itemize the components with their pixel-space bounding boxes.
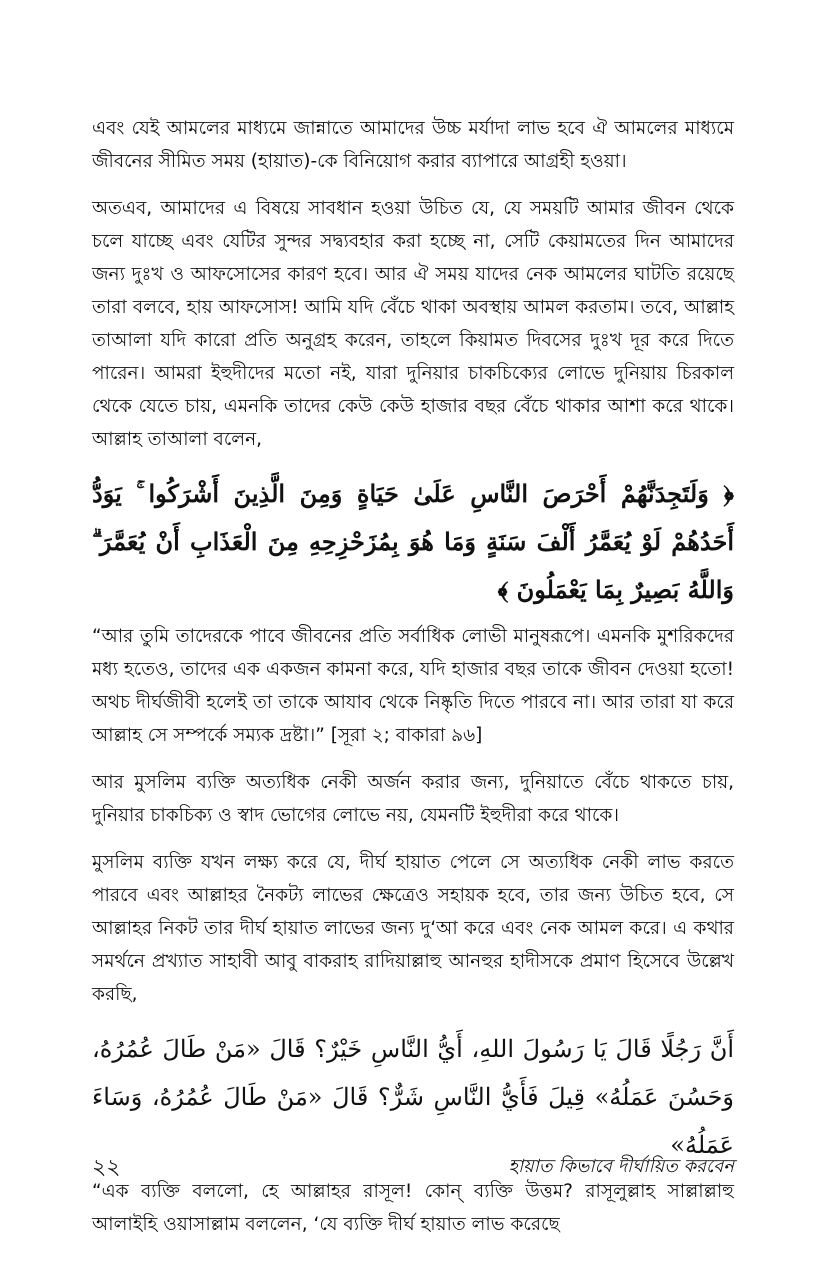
page-footer <box>92 1150 734 1190</box>
paragraph-5: মুসলিম ব্যক্তি যখন লক্ষ্য করে যে, দীর্ঘ হায়াত পেলে সে অত্যধিক নেকী লাভ করতে পারবে এবং আল্লাহর নৈকট্য লাভের ক্ষেত্রেও সহায়ক হবে, তার জন্য উচিত হবে, সে আল্লাহর নিকট তার দীর্ঘ হায়াত লাভের জন্য দু‘আ করে এবং নেক আমল করে। এ কথার সমর্থনে প্রখ্যাত সাহাবী আবু বাকরাহ রাদিয়াল্লাহু আনহুর হাদীসকে প্রমাণ হিসেবে উল্লেখ করছি, <box>92 852 734 1005</box>
paragraph-2: অতএব, আমাদের এ বিষয়ে সাবধান হওয়া উচিত যে, যে সময়টি আমার জীবন থেকে চলে যাচ্ছে এবং যেটির সুন্দর সদ্ব্যবহার করা হচ্ছে না, সেটি কেয়ামতের দিন আমাদের জন্য দুঃখ ও আফসোসের কারণ হবে। আর ঐ সময় যাদের নেক আমলের ঘাটতি রয়েছে তারা বলবে, হায় আফসোস! আমি যদি বেঁচে থাকা অবস্থায় আমল করতাম। তবে, আল্লাহ তাআলা যদি কারো প্রতি অনুগ্রহ করেন, তাহলে কিয়ামত দিবসের দুঃখ দূর করে দিতে পারেন। আমরা ইহুদীদের মতো নই, যারা দুনিয়ার চাকচিক্যের লোভে দুনিয়ায় চিরকাল থেকে যেতে চায়, এমনকি তাদের কেউ কেউ হাজার বছর বেঁচে থাকার আশা করে থাকে। আল্লাহ তাআলা বলেন, <box>92 198 734 450</box>
running-title: হায়াত কিভাবে দীর্ঘায়িত করবেন <box>508 1156 734 1177</box>
quran-verse-translation: “আর তুমি তাদেরকে পাবে জীবনের প্রতি সর্বাধিক লোভী মানুষরূপে। এমনকি মুশরিকদের মধ্য হতেও, তাদের এক একজন কামনা করে, যদি হাজার বছর তাকে জীবন দেওয়া হতো! অথচ দীর্ঘজীবী হলেই তা তাকে আযাব থেকে নিষ্কৃতি দিতে পারবে না। আর তারা যা করে আল্লাহ সে সম্পর্কে সম্যক দ্রষ্টা।” [সূরা ২; বাকারা ৯৬] <box>92 626 734 746</box>
paragraph-1: এবং যেই আমলের মাধ্যমে জান্নাতে আমাদের উচ্চ মর্যাদা লাভ হবে ঐ আমলের মাধ্যমে জীবনের সীমিত সময় (হায়াত)-কে বিনিয়োগ করার ব্যাপারে আগ্রহী হওয়া। <box>92 118 734 172</box>
hadith-translation: “এক ব্যক্তি বললো, হে আল্লাহর রাসূল! কোন্ ব্যক্তি উত্তম? রাসূলুল্লাহ সাল্লাল্লাহু আলাইহি ওয়াসাল্লাম বললেন, ‘যে ব্যক্তি দীর্ঘ হায়াত লাভ করেছে <box>92 1181 734 1235</box>
hadith-arabic: أَنَّ رَجُلًا قَالَ يَا رَسُولَ اللهِ، أَيُّ النَّاسِ خَيْرٌ؟ قَالَ «مَنْ طَالَ عُمُرُهُ، وَحَسُنَ عَمَلُهُ» قِيلَ فَأَيُّ النَّاسِ شَرٌّ؟ قَالَ «مَنْ طَالَ عُمُرُهُ، وَسَاءَ عَمَلُهُ» <box>92 1035 734 1159</box>
paragraph-4: আর মুসলিম ব্যক্তি অত্যধিক নেকী অর্জন করার জন্য, দুনিয়াতে বেঁচে থাকতে চায়, দুনিয়ার চাকচিক্য ও স্বাদ ভোগের লোভে নয়, যেমনটি ইহুদীরা করে থাকে। <box>92 772 734 826</box>
quran-verse-arabic: ﴿ وَلَتَجِدَنَّهُمْ أَحْرَصَ النَّاسِ عَلَىٰ حَيَاةٍ وَمِنَ الَّذِينَ أَشْرَكُوا ۚ يَوَدُّ أَحَدُهُمْ لَوْ يُعَمَّرُ أَلْفَ سَنَةٍ وَمَا هُوَ بِمُزَحْزِحِهِ مِنَ الْعَذَابِ أَنْ يُعَمَّرَ ۗ وَاللَّهُ بَصِيرٌ بِمَا يَعْمَلُونَ ﴾ <box>92 479 734 604</box>
page-body <box>92 112 734 1255</box>
page-number: ২২ <box>92 1155 121 1180</box>
